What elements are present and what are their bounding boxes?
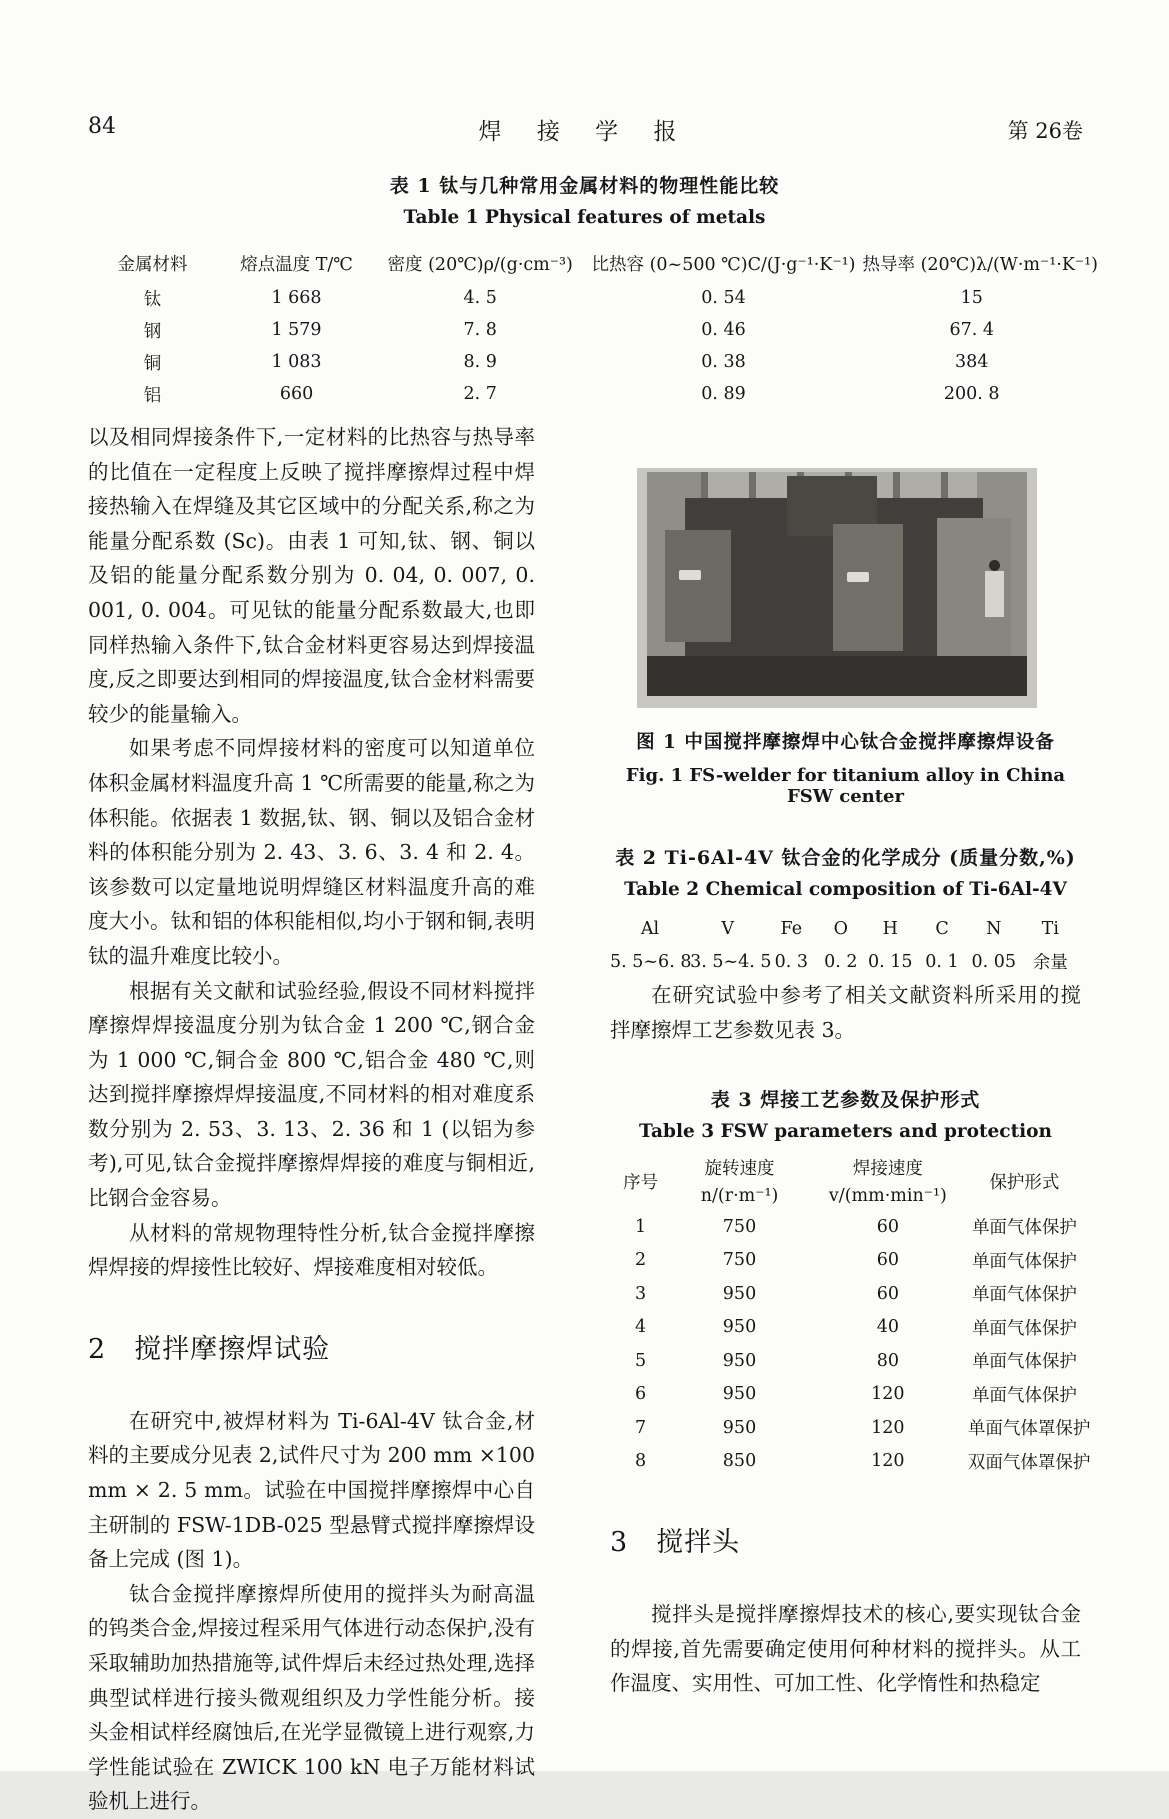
figure1-caption-en: Fig. 1 FS-welder for titanium alloy in China FSW center — [625, 765, 1066, 807]
table-cell: 950 — [722, 1350, 757, 1371]
table-cell: 2 — [635, 1250, 647, 1271]
photo-floor — [647, 656, 1027, 696]
table-cell: 7 — [635, 1417, 647, 1438]
table3-block — [610, 1085, 1091, 1478]
table-cell: 950 — [722, 1384, 757, 1405]
table3-header-row — [610, 1156, 1081, 1210]
table-row — [88, 378, 1081, 410]
table-cell: 铜 — [143, 353, 162, 374]
table-cell: 80 — [876, 1350, 899, 1371]
table1-header-row — [88, 244, 1098, 282]
table1 — [88, 244, 1098, 410]
table-cell: 0. 3 — [774, 951, 809, 972]
table-cell: 单面气体保护 — [971, 1385, 1077, 1406]
table-row — [610, 1210, 1081, 1244]
table1-title-en: Table 1 Physical features of metals — [403, 207, 766, 228]
table1-header-cell: 金属材料 — [117, 254, 188, 275]
table-cell: 120 — [871, 1417, 905, 1438]
table2-header-cell: Fe — [780, 918, 803, 939]
table1-block — [88, 171, 1098, 410]
table-cell: 3 — [635, 1283, 647, 1304]
section2-heading — [88, 1327, 535, 1366]
photo-left-cabinet — [665, 530, 731, 642]
volume-label: 第 26卷 — [1007, 119, 1083, 143]
table3-header-line: v/(mm·min⁻¹) — [828, 1186, 947, 1207]
table1-header-cell: 密度 (20℃)ρ/(g·cm⁻³) — [387, 254, 573, 275]
table-row — [88, 282, 1081, 314]
table-cell: 384 — [955, 352, 989, 372]
table-cell: 60 — [876, 1250, 899, 1271]
body-paragraph: 钛合金搅拌摩擦焊所使用的搅拌头为耐高温的钨类合金,焊接过程采用气体进行动态保护,没有采取辅助加热措施等,试件焊后未经过热处理,选择典型试样进行接头微观组织及力学性能分析。接头金相试样经腐蚀后,在光学显微镜上进行观察,力学性能试验在 ZWICK 100 kN 电子万能材料试验机上进行。 — [88, 1581, 535, 1814]
table-cell: 15 — [960, 288, 983, 308]
table3-header-cell — [671, 1156, 808, 1210]
table-cell: 60 — [876, 1283, 899, 1304]
table1-header-cell: 熔点温度 T/℃ — [240, 254, 353, 275]
table-cell: 5. 5~6. 8 — [610, 951, 692, 972]
table-cell: 0. 38 — [701, 352, 746, 372]
table1-header-cell: 热导率 (20℃)λ/(W·m⁻¹·K⁻¹) — [862, 254, 1098, 275]
table-cell: 单面气体保护 — [971, 1251, 1077, 1272]
body-paragraph: 以及相同焊接条件下,一定材料的比热容与热导率的比值在一定程度上反映了搅拌摩擦焊过程中焊接热输入在焊缝及其它区域中的分配关系,称之为能量分配系数 (Sc)。由表 1 可知,钛、钢、铜以及铝的能量分配系数分别为 0. 04, 0. 007, 0. 001, 0. 004。可见钛的能量分配系数最大,也即同样热输入条件下,钛合金材料更容易达到焊接温度,反之即要达到相同的焊接温度,钛合金材料需要较少的能量输入。 — [88, 425, 535, 726]
photo-person-head — [989, 560, 1000, 571]
table-cell: 余量 — [1032, 953, 1068, 973]
table3-header-cell — [808, 1156, 968, 1210]
table-cell: 4. 5 — [463, 288, 497, 308]
table-cell: 120 — [871, 1451, 905, 1472]
table3-title-en: Table 3 FSW parameters and protection — [639, 1121, 1052, 1143]
table2-header-cell: Ti — [1041, 918, 1059, 939]
table3-header-line: n/(r·m⁻¹) — [700, 1186, 779, 1207]
table-row — [610, 1445, 1091, 1479]
section2-title: 搅拌摩擦焊试验 — [134, 1333, 331, 1365]
section2-number: 2 — [88, 1333, 107, 1365]
body-paragraph: 根据有关文献和试验经验,假设不同材料搅拌摩擦焊焊接温度分别为钛合金 1 200 ℃,钢合金为 1 000 ℃,铜合金 800 ℃,铝合金 480 ℃,则达到搅拌摩擦焊焊接温度,不同材料的相对难度系数分别为 2. 53、3. 13、2. 36 和 1 (以铝为参考),可见,钛合金搅拌摩擦焊焊接的难度与铜相近,比钢合金容易。 — [88, 978, 535, 1211]
table3-title-zh: 表 3 焊接工艺参数及保护形式 — [710, 1089, 981, 1112]
table-row — [610, 1277, 1081, 1311]
table-cell: 120 — [871, 1384, 905, 1405]
photo-person — [985, 571, 1004, 617]
table-cell: 0. 89 — [701, 384, 746, 404]
table2-header-cell: O — [833, 918, 848, 939]
table2-header-row — [610, 912, 1081, 945]
body-paragraph: 搅拌头是搅拌摩擦焊技术的核心,要实现钛合金的焊接,首先需要确定使用何种材料的搅拌头。从工作温度、实用性、可加工性、化学惰性和热稳定 — [610, 1602, 1081, 1696]
table3-header-line: 焊接速度 — [852, 1159, 923, 1180]
table-cell: 1 668 — [271, 288, 322, 308]
table-cell: 950 — [722, 1417, 757, 1438]
table-cell: 钢 — [143, 321, 162, 342]
table-cell: 0. 2 — [824, 951, 858, 972]
table3-header-cell: 保护形式 — [989, 1172, 1060, 1193]
table-cell: 1 579 — [271, 320, 322, 340]
table-cell: 0. 1 — [925, 951, 959, 972]
table-cell: 单面气体保护 — [971, 1318, 1077, 1339]
table-cell: 单面气体保护 — [971, 1285, 1077, 1306]
table3-header-cell: 序号 — [623, 1172, 659, 1193]
body-paragraph: 从材料的常规物理特性分析,钛合金搅拌摩擦焊焊接的焊接性比较好、焊接难度相对较低。 — [88, 1220, 535, 1280]
table-cell: 钛 — [143, 289, 162, 310]
table-cell: 40 — [876, 1317, 899, 1338]
table2-title-en: Table 2 Chemical composition of Ti-6Al-4V — [624, 879, 1067, 900]
body-paragraph: 在研究试验中参考了相关文献资料所采用的搅拌摩擦焊工艺参数见表 3。 — [610, 983, 1081, 1042]
table-cell: 4 — [635, 1317, 647, 1338]
table-cell: 200. 8 — [943, 384, 1000, 404]
table-cell: 双面气体罩保护 — [967, 1452, 1091, 1473]
section3-title: 搅拌头 — [656, 1527, 741, 1559]
body-paragraph: 如果考虑不同焊接材料的密度可以知道单位体积金属材料温度升高 1 ℃所需要的能量,称之为体积能。依据表 1 数据,钛、钢、铜以及铝合金材料的体积能分别为 2. 43、3. 6、3. 4 和 2. 4。该参数可以定量地说明焊缝区材料温度升高的难度大小。钛和铝的体积能相似,均小于钢和铜,表明钛的温升难度比较小。 — [88, 736, 535, 968]
table-cell: 2. 7 — [463, 384, 497, 404]
table-cell: 67. 4 — [949, 320, 994, 340]
table2-header-cell: C — [935, 918, 949, 939]
table-cell: 铝 — [143, 385, 162, 406]
table3 — [610, 1210, 1091, 1478]
table-cell: 1 — [635, 1216, 647, 1237]
table2-block — [610, 843, 1081, 978]
table-row — [88, 346, 1081, 378]
table1-header-cell: 比热容 (0~500 ℃)C/(J·g⁻¹·K⁻¹) — [591, 254, 856, 275]
body-paragraph: 在研究中,被焊材料为 Ti-6Al-4V 钛合金,材料的主要成分见表 2,试件尺寸为 200 mm ×100 mm × 2. 5 mm。试验在中国搅拌摩擦焊中心自主研制的 FSW-1DB-025 型悬臂式搅拌摩擦焊设备上完成 (图 1)。 — [88, 1408, 535, 1572]
table-cell: 单面气体罩保护 — [967, 1419, 1091, 1440]
table-cell: 6 — [635, 1384, 647, 1405]
table-cell: 1 083 — [271, 352, 322, 372]
journal-title: 焊 接 学 报 — [478, 119, 691, 145]
table-cell: 0. 46 — [701, 320, 746, 340]
table-cell: 750 — [722, 1250, 757, 1271]
table-row — [610, 1244, 1081, 1278]
table-cell: 850 — [722, 1451, 757, 1472]
photo-logo-chip — [679, 570, 701, 580]
table-cell: 单面气体保护 — [971, 1218, 1077, 1239]
table2-header-cell: V — [721, 918, 735, 939]
table2 — [610, 912, 1081, 978]
photo-mid-cabinet — [833, 524, 903, 651]
table-cell: 60 — [876, 1216, 899, 1237]
table-cell: 3. 5~4. 5 — [690, 951, 772, 972]
table-cell: 8 — [635, 1451, 647, 1472]
section3-heading — [610, 1520, 1081, 1559]
table-cell: 660 — [279, 384, 314, 404]
table-cell: 0. 54 — [701, 288, 746, 308]
table-cell: 0. 15 — [867, 951, 913, 972]
table2-header-cell: Al — [640, 918, 660, 939]
left-column — [88, 420, 535, 1819]
table-row — [610, 1344, 1081, 1378]
table3-header-line: 旋转速度 — [704, 1159, 775, 1180]
table-cell: 单面气体保护 — [971, 1352, 1077, 1373]
table-cell: 7. 8 — [463, 320, 497, 340]
table-cell: 0. 05 — [971, 951, 1017, 972]
figure1-caption-zh: 图 1 中国搅拌摩擦焊中心钛合金搅拌摩擦焊设备 — [636, 732, 1055, 753]
table-cell: 5 — [635, 1350, 647, 1371]
table-cell: 950 — [722, 1317, 757, 1338]
table-cell: 750 — [722, 1216, 757, 1237]
table-row — [610, 945, 1081, 978]
right-column — [610, 468, 1091, 1701]
page-number: 84 — [88, 114, 116, 139]
table-row — [610, 1411, 1091, 1445]
table-row — [610, 1311, 1081, 1345]
fsw-machine-photo — [637, 468, 1037, 708]
table-row — [610, 1378, 1081, 1412]
table2-header-cell: H — [882, 918, 898, 939]
table2-title-zh: 表 2 Ti-6Al-4V 钛合金的化学成分 (质量分数,%) — [615, 847, 1076, 869]
section3-number: 3 — [610, 1527, 629, 1559]
table-cell: 8. 9 — [463, 352, 497, 372]
table1-title-zh: 表 1 钛与几种常用金属材料的物理性能比较 — [389, 175, 780, 197]
photo-logo-chip — [847, 572, 869, 582]
table-row — [88, 314, 1081, 346]
table-cell: 950 — [722, 1283, 757, 1304]
table2-header-cell: N — [986, 918, 1002, 939]
